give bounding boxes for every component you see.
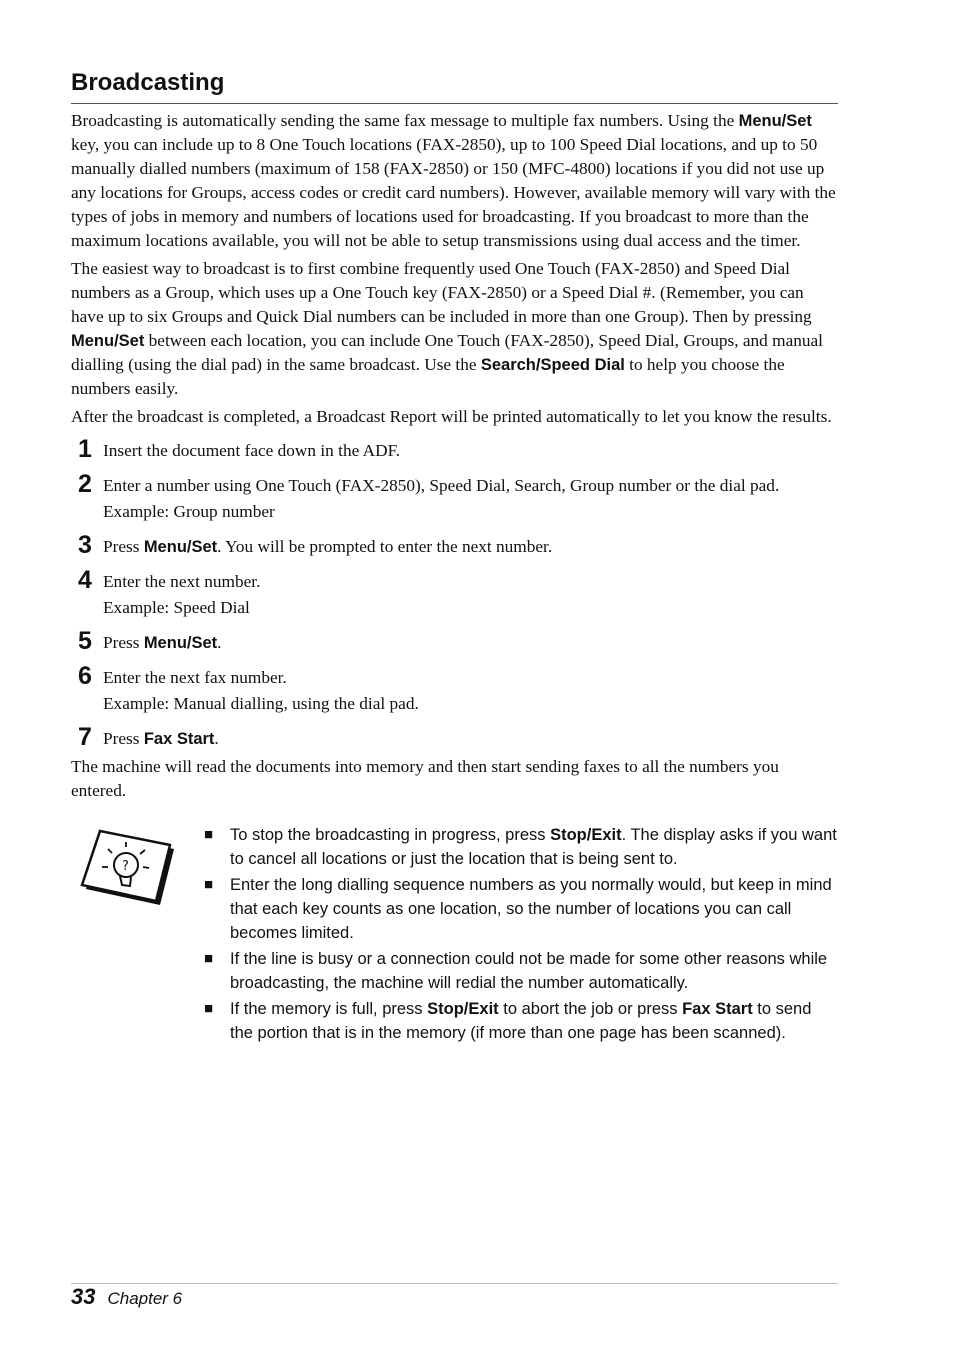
paragraph-groups: The easiest way to broadcast is to first combine frequently used One Touch (FAX-2850) and Speed Dial numbers as a Group, which uses up a One Touch key (FAX-2850) or a Speed Dial #. (Remember, you can have up to six Groups and Quick Dial numbers can be included in more than one Group). Then by pressing Menu/Set between each location, you can include One Touch (FAX-2850), Speed Dial, Groups, and manual dialling (using the dial pad) in the same broadcast. Use the Search/Speed Dial to help you choose the numbers easily.	[71, 259, 823, 398]
step-example: Example: Speed Dial	[103, 598, 250, 617]
square-bullet-icon: ■	[204, 876, 214, 893]
step: 5 Press Menu/Set.	[78, 627, 222, 655]
page-footer	[71, 1284, 182, 1310]
step-number: 1	[78, 435, 92, 463]
key-menu-set: Menu/Set	[738, 112, 812, 130]
paragraph-outcome: The machine will read the documents into memory and then start sending faxes to all the numbers you entered.	[71, 757, 779, 800]
page-title: Broadcasting	[71, 69, 225, 96]
tip-list	[204, 823, 838, 1047]
footer-rule	[71, 1283, 838, 1284]
square-bullet-icon: ■	[204, 826, 214, 843]
key-menu-set: Menu/Set	[71, 332, 145, 350]
paragraph-report: After the broadcast is completed, a Broadcast Report will be printed automatically to let you know the results.	[71, 407, 832, 426]
key-fax-start: Fax Start	[143, 730, 215, 748]
paragraph-intro: Broadcasting is automatically sending the same fax message to multiple fax numbers. Using the Menu/Set key, you can include up to 8 One Touch locations (FAX-2850), up to 100 Speed Dial locations, and up to 50 manually dialled numbers (maximum of 158 (FAX-2850) or 150 (MFC-4800) locations if you did not use up any locations for Groups, access codes or credit card numbers). However, available memory will vary with the types of jobs in memory and numbers of locations used for broadcasting. If you broadcast to more than the maximum locations available, you will not be able to setup transmissions using dual access and the timer.	[71, 111, 836, 250]
page-number: 33	[71, 1284, 96, 1309]
key-stop-exit: Stop/Exit	[427, 1000, 499, 1018]
step-list	[71, 435, 838, 751]
square-bullet-icon: ■	[204, 1000, 214, 1017]
chapter-label: Chapter 6	[107, 1289, 183, 1308]
step-example: Example: Group number	[103, 502, 275, 521]
square-bullet-icon: ■	[204, 950, 214, 967]
step-number: 3	[78, 531, 92, 559]
title-rule	[71, 103, 838, 104]
tip-item: ■ If the memory is full, press Stop/Exit to abort the job or press Fax Start to send the portion that is in the memory (if more than one page has been scanned).	[204, 997, 838, 1045]
svg-text:?: ?	[122, 859, 129, 874]
step-number: 7	[78, 723, 92, 751]
step-example: Example: Manual dialling, using the dial pad.	[103, 694, 419, 713]
step-number: 5	[78, 627, 92, 655]
key-fax-start: Fax Start	[682, 1000, 753, 1018]
step-number: 2	[78, 470, 92, 498]
step: 2 Enter a number using One Touch (FAX-2850), Speed Dial, Search, Group number or the dial pad. Example: Group number	[71, 474, 838, 524]
step: 4 Enter the next number. Example: Speed Dial	[71, 570, 838, 620]
tip-item: ■ To stop the broadcasting in progress, press Stop/Exit. The display asks if you want to cancel all locations or just the location that is being sent to.	[204, 823, 838, 871]
tip-item: ■ Enter the long dialling sequence numbers as you normally would, but keep in mind that each key counts as one location, so the number of locations you can call becomes limited.	[204, 873, 838, 945]
tip-box	[71, 823, 838, 1083]
step: 6 Enter the next fax number. Example: Manual dialling, using the dial pad.	[71, 666, 838, 716]
step: 7 Press Fax Start.	[78, 723, 219, 751]
step-number: 4	[78, 566, 92, 594]
step-number: 6	[78, 662, 92, 690]
lightbulb-note-icon	[76, 827, 176, 907]
body-text	[71, 109, 838, 1083]
key-search-speed-dial: Search/Speed Dial	[480, 356, 625, 374]
step: 1 Insert the document face down in the ADF.	[78, 435, 401, 463]
step: 3 Press Menu/Set. You will be prompted to enter the next number.	[78, 531, 553, 559]
key-menu-set: Menu/Set	[143, 634, 218, 652]
key-menu-set: Menu/Set	[143, 538, 218, 556]
tip-item: ■ If the line is busy or a connection could not be made for some other reasons while broadcasting, the machine will redial the number automatically.	[204, 947, 838, 995]
key-stop-exit: Stop/Exit	[550, 826, 622, 844]
